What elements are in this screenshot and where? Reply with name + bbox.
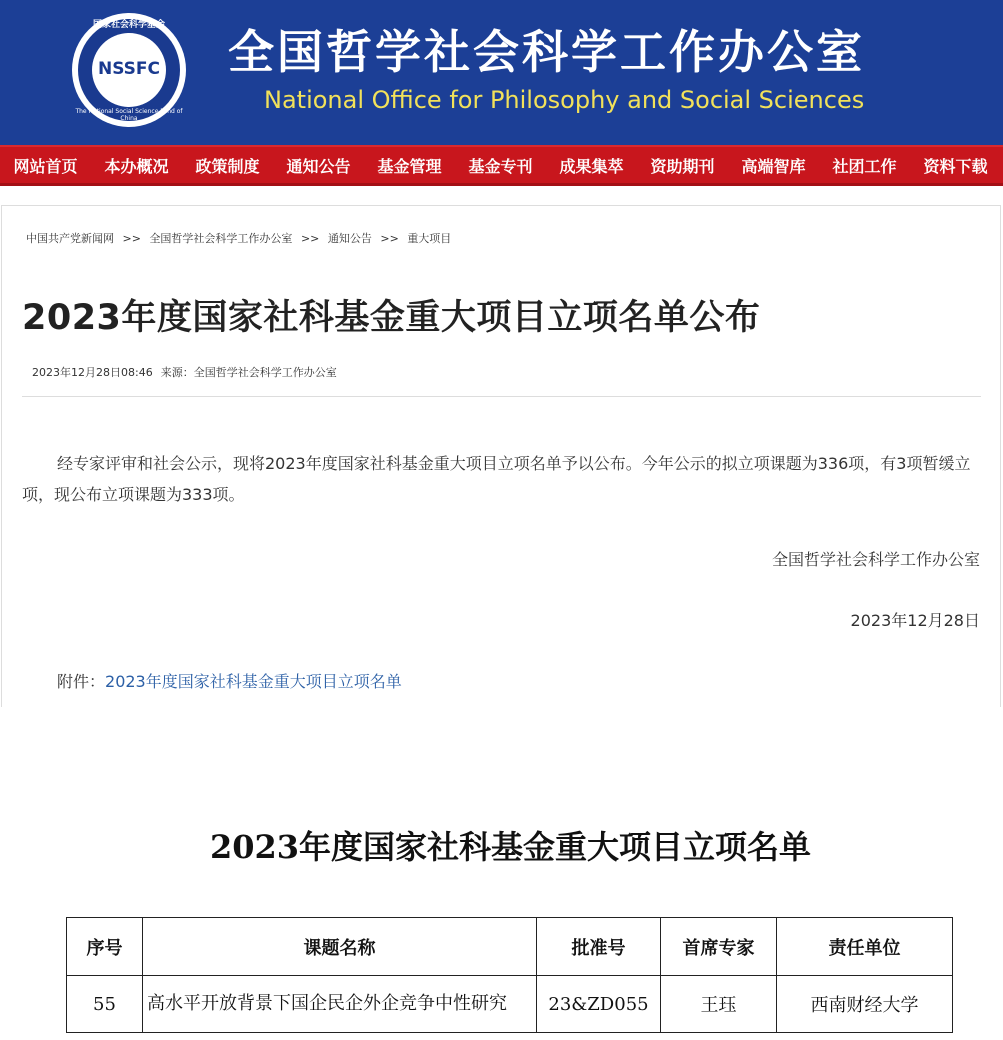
nav-item-fund-journal[interactable]: 基金专刊 — [468, 156, 533, 176]
breadcrumb-item[interactable]: 重大项目 — [407, 232, 452, 245]
site-header — [0, 0, 1003, 145]
column-header-no: 序号 — [67, 918, 143, 976]
publish-datetime: 2023年12月28日08:46 — [32, 366, 153, 379]
article-title: 2023年度国家社科基金重大项目立项名单公布 — [22, 298, 761, 338]
source-link[interactable]: 全国哲学社会科学工作办公室 — [193, 366, 337, 379]
cell-approval: 23&ZD055 — [537, 976, 661, 1033]
column-header-approval: 批准号 — [537, 918, 661, 976]
nav-item-home[interactable]: 网站首页 — [13, 156, 78, 176]
nav-item-achievements[interactable]: 成果集萃 — [559, 156, 624, 176]
article-meta — [32, 364, 345, 380]
cell-unit: 西南财经大学 — [777, 976, 953, 1033]
attachment-link[interactable]: 2023年度国家社科基金重大项目立项名单 — [105, 672, 402, 691]
main-nav — [0, 145, 1003, 186]
cell-no: 55 — [67, 976, 143, 1033]
logo-text: NSSFC — [97, 59, 161, 79]
nav-item-think-tanks[interactable]: 高端智库 — [741, 156, 806, 176]
column-header-topic: 课题名称 — [143, 918, 537, 976]
article-paragraph: 经专家评审和社会公示，现将2023年度国家社科基金重大项目立项名单予以公布。今年公示的拟立项课题为336项，有3项暂缓立项，现公布立项课题为333项。 — [22, 454, 971, 504]
site-subtitle: National Office for Philosophy and Social Sciences — [264, 86, 865, 114]
nav-item-funded-journals[interactable]: 资助期刊 — [650, 156, 715, 176]
attachment-label: 附件： — [57, 672, 106, 691]
project-list-table — [66, 917, 953, 1033]
cell-topic: 高水平开放背景下国企民企外企竞争中性研究 — [143, 976, 537, 1033]
breadcrumb — [26, 230, 456, 246]
source-label: 来源： — [160, 366, 194, 379]
attachment — [57, 669, 402, 692]
nav-item-policy[interactable]: 政策制度 — [195, 156, 260, 176]
nav-item-associations[interactable]: 社团工作 — [832, 156, 897, 176]
nav-item-downloads[interactable]: 资料下载 — [923, 156, 988, 176]
table-header-row — [67, 918, 953, 976]
article-card — [1, 205, 1001, 707]
column-header-unit: 责任单位 — [777, 918, 953, 976]
breadcrumb-separator: >> — [300, 232, 320, 245]
signature-org: 全国哲学社会科学工作办公室 — [771, 550, 980, 569]
cell-expert: 王珏 — [661, 976, 777, 1033]
divider — [22, 396, 981, 397]
table-row — [67, 976, 953, 1033]
nav-item-about[interactable]: 本办概况 — [104, 156, 169, 176]
nssfc-logo[interactable] — [72, 13, 186, 127]
list-title: 2023年度国家社科基金重大项目立项名单 — [209, 828, 812, 866]
logo-arc-bottom-text: The National Social Science Fund of China — [75, 108, 183, 122]
breadcrumb-item[interactable]: 通知公告 — [327, 232, 372, 245]
logo-arc-top-text: 国家社会科学基金 — [92, 20, 165, 30]
column-header-expert: 首席专家 — [661, 918, 777, 976]
breadcrumb-item[interactable]: 中国共产党新闻网 — [26, 232, 114, 245]
breadcrumb-item[interactable]: 全国哲学社会科学工作办公室 — [149, 232, 293, 245]
nav-item-notices[interactable]: 通知公告 — [286, 156, 351, 176]
breadcrumb-separator: >> — [380, 232, 399, 245]
breadcrumb-separator: >> — [122, 232, 141, 245]
nav-item-fund-management[interactable]: 基金管理 — [377, 156, 442, 176]
site-title: 全国哲学社会科学工作办公室 — [228, 25, 865, 79]
signature-date: 2023年12月28日 — [850, 611, 980, 630]
